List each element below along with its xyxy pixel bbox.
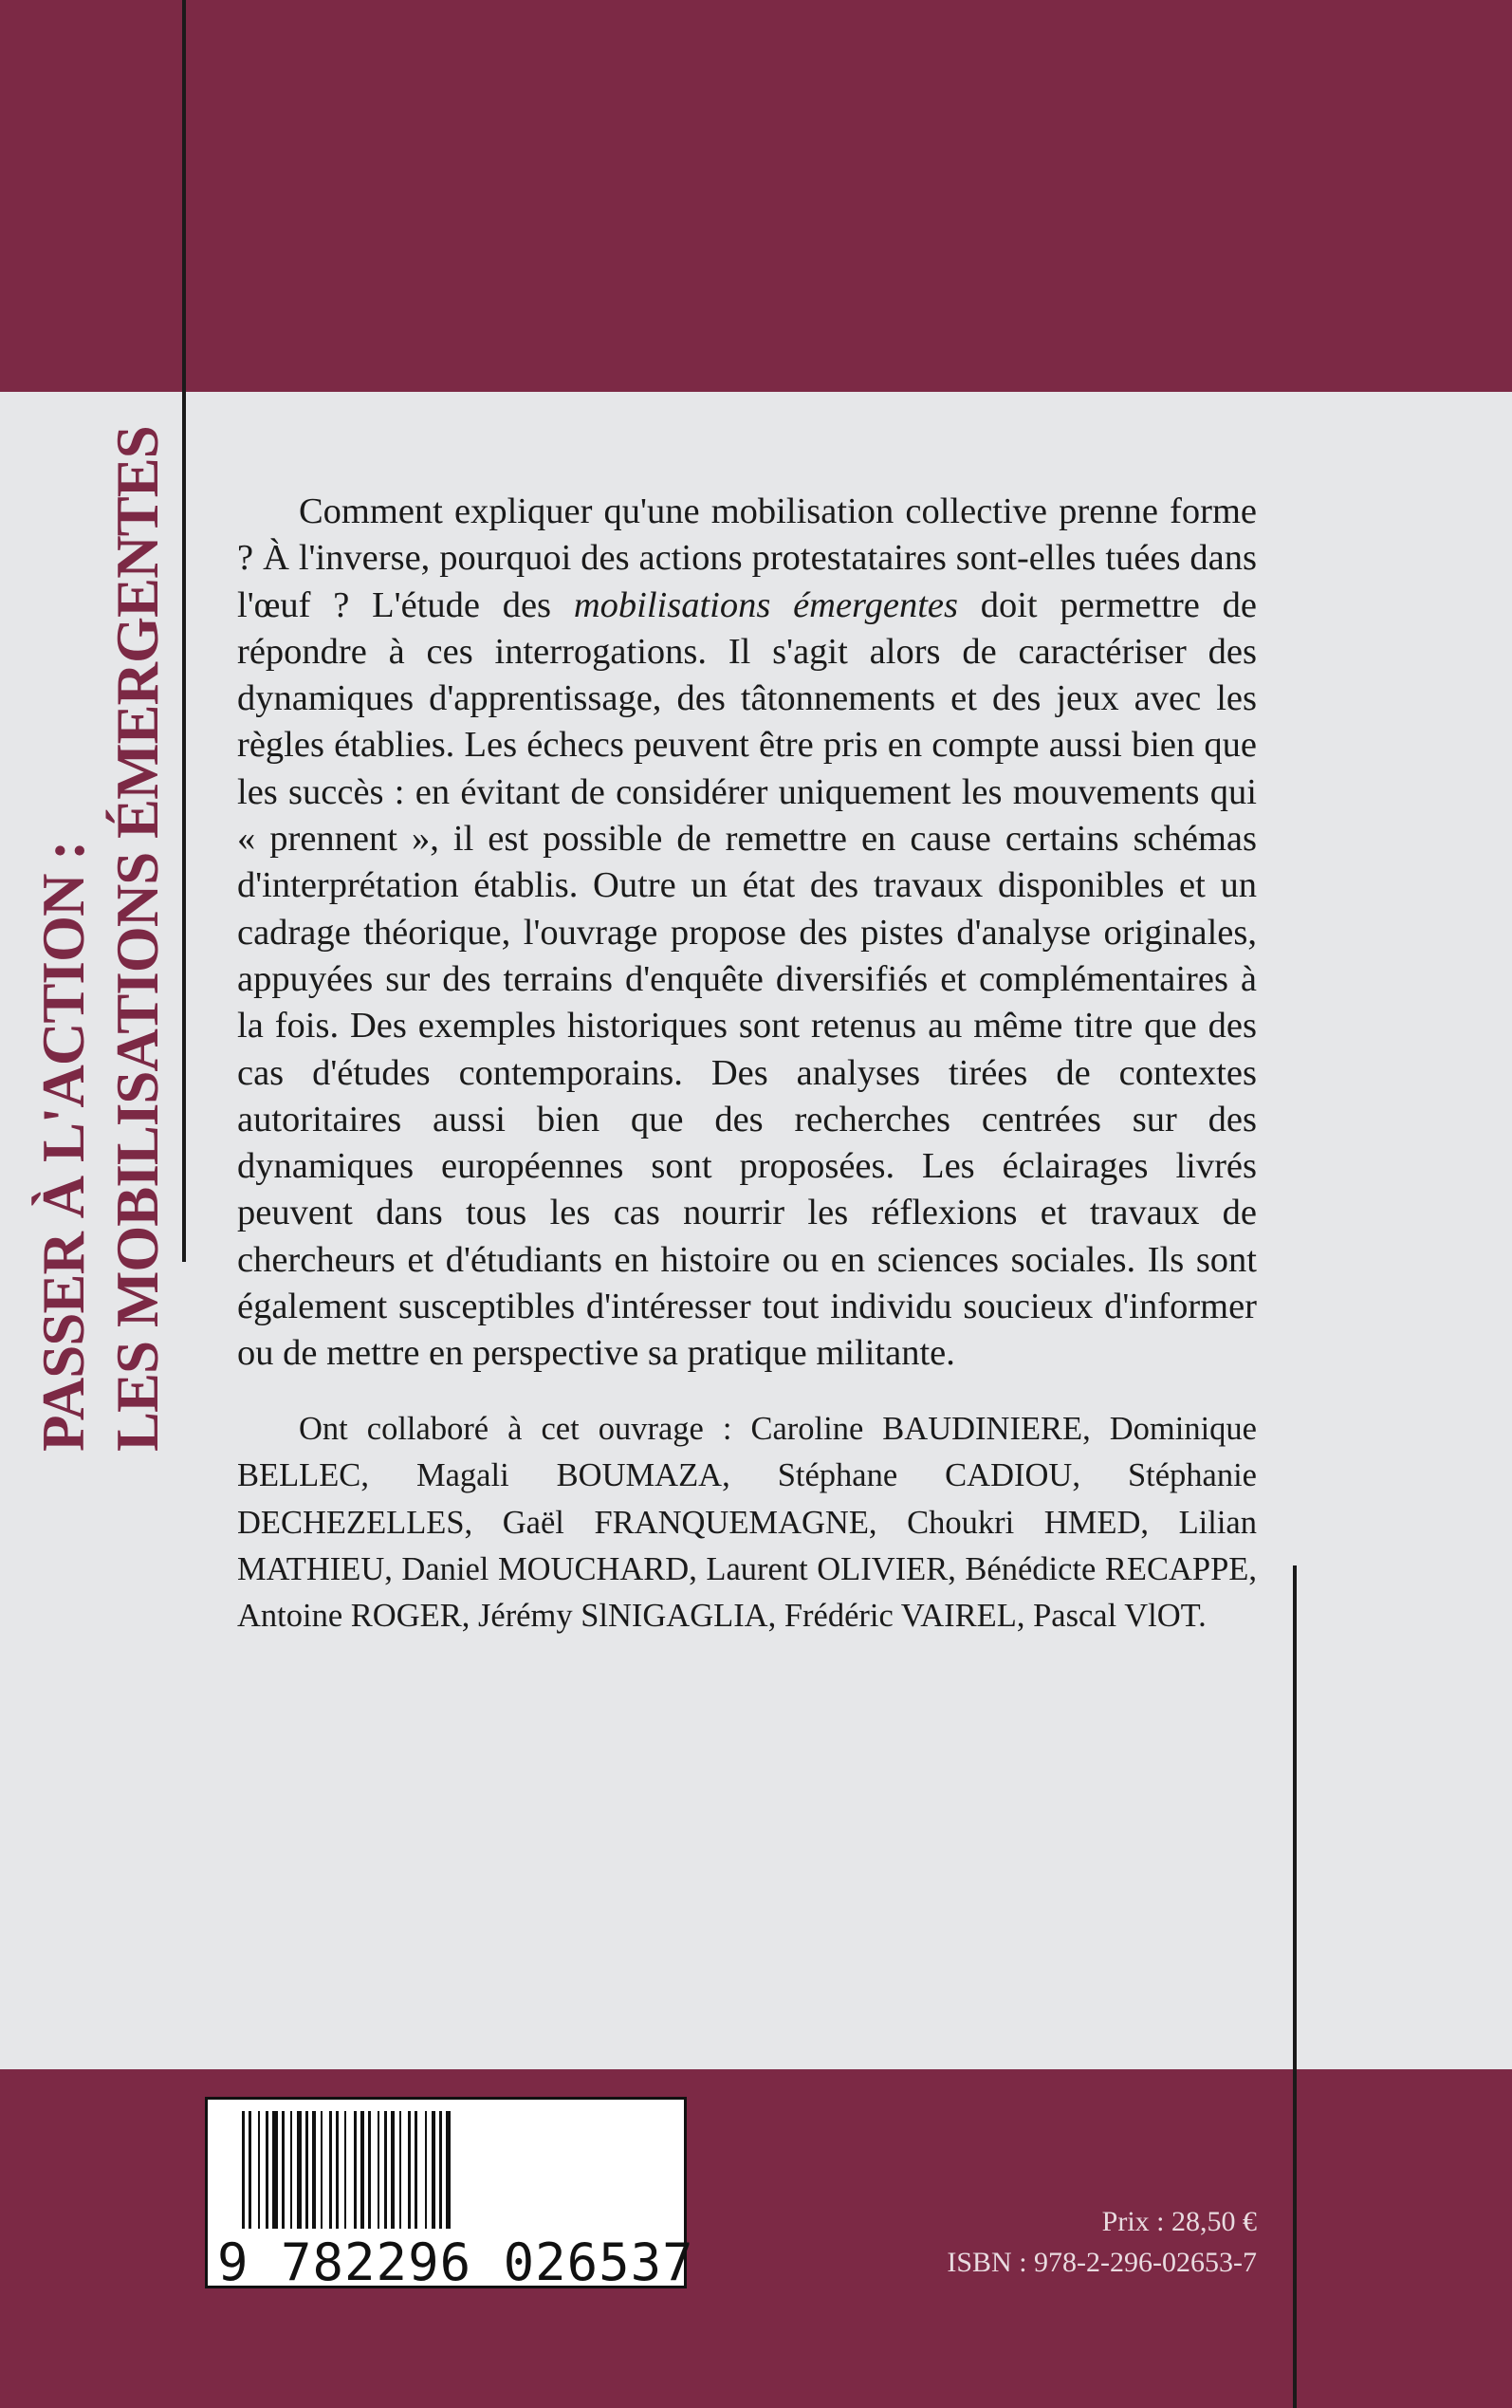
barcode-bar	[344, 2111, 346, 2229]
spine-title-line-1: PASSER À L'ACTION :	[30, 841, 97, 1452]
barcode-bar	[290, 2111, 292, 2229]
barcode-bar	[384, 2111, 387, 2229]
back-cover-blurb	[237, 489, 1257, 1378]
contributors-block	[237, 1406, 1257, 1639]
barcode-bar	[258, 2111, 260, 2229]
barcode	[205, 2097, 694, 2292]
barcode-bar	[297, 2111, 302, 2229]
barcode-bar	[446, 2111, 451, 2229]
spine-title	[27, 426, 178, 1452]
blurb-italic-term: mobilisations émergentes	[573, 584, 958, 625]
barcode-bar	[312, 2111, 316, 2229]
barcode-bar	[425, 2111, 427, 2229]
barcode-bar	[378, 2111, 379, 2229]
blurb-text-end: doit permettre de répondre à ces interrogations. Il s'agit alors de caractériser des dynamiques d'apprentissage, des tâtonnements et des jeux avec les règles établies. Les échecs peuvent être pris en compte aussi bien que les succès : en évitant de considérer uniquement les mouvements qui « prennent », il est possible de remettre en cause certains schémas d'interprétation établis. Outre un état des travaux disponibles et un cadrage théorique, l'ouvrage propose des pistes d'analyse originales, appuyées sur des terrains d'enquête diversifiés et complémentaires à la fois. Des exemples historiques sont retenus au même titre que des cas d'études contemporains. Des analyses tirées de contextes autoritaires aussi bien que des recherches centrées sur des dynamiques européennes sont proposées. Les éclairages livrés peuvent dans tous les cas nourrir les réflexions et travaux de chercheurs et d'étudiants en histoire ou en sciences sociales. Ils sont également susceptibles d'intéresser tout individu soucieux d'informer ou de mettre en perspective sa pratique militante.	[237, 584, 1257, 1374]
barcode-bar	[266, 2111, 268, 2229]
barcode-bar	[242, 2111, 245, 2229]
blurb-text-start: Comment expliquer qu'une mobilisation collective prenne forme ? À l'inverse, pourquoi des actions protestataires sont-elles tuées dans l'œuf ? L'étude des	[237, 491, 1257, 625]
barcode-bar	[329, 2111, 332, 2229]
right-vertical-rule	[1293, 1565, 1297, 2408]
left-vertical-rule	[182, 0, 186, 1262]
barcode-bar	[321, 2111, 323, 2229]
barcode-bar	[399, 2111, 401, 2229]
barcode-bar	[368, 2111, 371, 2229]
top-color-band	[0, 0, 1512, 392]
spine-title-line-2: LES MOBILISATIONS ÉMERGENTES	[104, 426, 171, 1452]
barcode-bar	[272, 2111, 278, 2229]
blurb-paragraph	[237, 489, 1257, 1378]
barcode-bar	[282, 2111, 285, 2229]
isbn-text: ISBN : 978-2-296-02653-7	[947, 2247, 1257, 2278]
barcode-bar	[408, 2111, 411, 2229]
barcode-bar	[415, 2111, 417, 2229]
price-text: Prix : 28,50 €	[1101, 2206, 1257, 2237]
barcode-bar	[305, 2111, 308, 2229]
barcode-bar	[391, 2111, 395, 2229]
barcode-bar	[249, 2111, 251, 2229]
contributors-paragraph: Ont collaboré à cet ouvrage : Caroline BAUDINIERE, Dominique BELLEC, Magali BOUMAZA, Stéphane CADIOU, Stéphanie DECHEZELLES, Gaël FRANQUEMAGNE, Choukri HMED, Lilian MATHIEU, Daniel MOUCHARD, Laurent OLIVIER, Bénédicte RECAPPE, Antoine ROGER, Jérémy SlNIGAGLIA, Frédéric VAIREL, Pascal VlOT.	[237, 1411, 1257, 1635]
barcode-bar	[354, 2111, 357, 2229]
barcode-bar	[336, 2111, 339, 2229]
price-isbn-block	[930, 2201, 1257, 2283]
barcode-bar	[360, 2111, 364, 2229]
barcode-bar	[432, 2111, 435, 2229]
barcode-digits: 9 782296 026537	[217, 2232, 694, 2292]
barcode-bar	[439, 2111, 442, 2229]
